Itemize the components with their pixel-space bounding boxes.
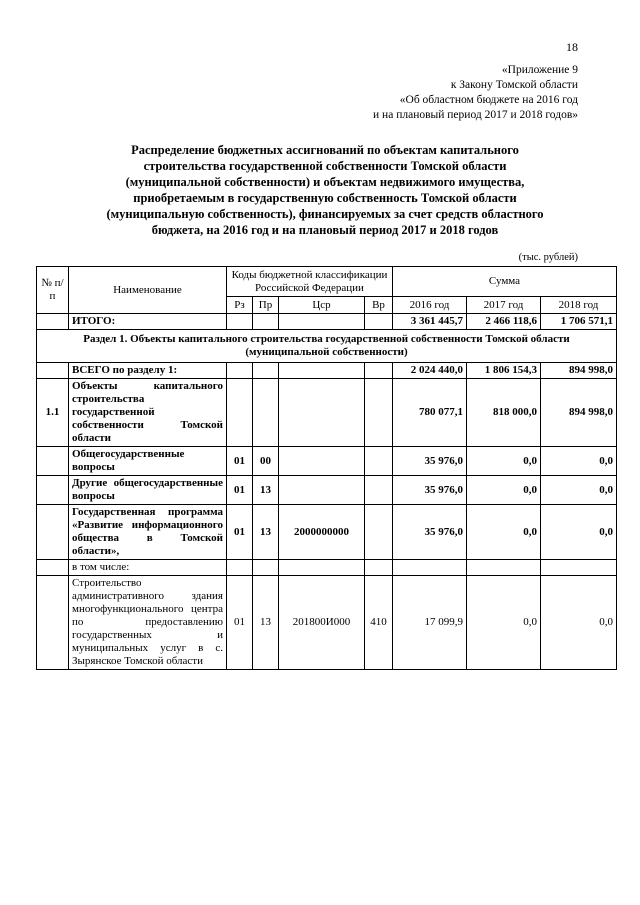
row-rz: 01	[227, 447, 253, 476]
row-2016	[393, 560, 467, 576]
row-name: Объекты капитального строительства государственной собственности Томской области	[69, 379, 227, 447]
row-name: Общегосударственные вопросы	[69, 447, 227, 476]
row-num	[37, 560, 69, 576]
row-2018: 894 998,0	[541, 379, 617, 447]
row-2016: 35 976,0	[393, 505, 467, 560]
row-2017: 0,0	[467, 447, 541, 476]
row-csr	[279, 447, 365, 476]
row-2017	[467, 560, 541, 576]
row-vr	[365, 379, 393, 447]
row-name: Другие общегосударственные вопросы	[69, 476, 227, 505]
title-line: приобретаемым в государственную собственность Томской области	[133, 191, 517, 205]
appendix-line-3: «Об областном бюджете на 2016 год	[399, 94, 578, 106]
row-pr	[253, 379, 279, 447]
row-pr: 13	[253, 476, 279, 505]
table-row	[37, 447, 617, 476]
row-rz	[227, 379, 253, 447]
table-row	[37, 476, 617, 505]
section-total-label: ВСЕГО по разделу 1:	[69, 363, 227, 379]
header-pr: Пр	[253, 297, 279, 314]
row-2018	[541, 560, 617, 576]
row-vr	[365, 505, 393, 560]
row-2017: 0,0	[467, 576, 541, 670]
row-pr	[253, 560, 279, 576]
section-total-2017: 1 806 154,3	[467, 363, 541, 379]
header-codes: Коды бюджетной классификации Российской Федерации	[227, 267, 393, 297]
itogo-2017: 2 466 118,6	[467, 314, 541, 330]
row-2018: 0,0	[541, 447, 617, 476]
row-num	[37, 505, 69, 560]
itogo-2016: 3 361 445,7	[393, 314, 467, 330]
title-line: Распределение бюджетных ассигнований по объектам капитального	[131, 143, 519, 157]
header-2017: 2017 год	[467, 297, 541, 314]
section-title-row	[37, 330, 617, 363]
row-2016: 780 077,1	[393, 379, 467, 447]
row-vr	[365, 476, 393, 505]
title-line: бюджета, на 2016 год и на плановый период 2017 и 2018 годов	[151, 223, 499, 237]
units-label: (тыс. рублей)	[518, 252, 578, 263]
header-name: Наименование	[69, 267, 227, 314]
row-csr	[279, 476, 365, 505]
row-num	[37, 476, 69, 505]
itogo-label: ИТОГО:	[69, 314, 227, 330]
row-2017: 0,0	[467, 505, 541, 560]
row-rz: 01	[227, 576, 253, 670]
row-2018: 0,0	[541, 505, 617, 560]
row-num	[37, 447, 69, 476]
header-row	[37, 267, 617, 297]
row-num: 1.1	[37, 379, 69, 447]
itogo-2018: 1 706 571,1	[541, 314, 617, 330]
row-pr: 13	[253, 576, 279, 670]
row-2017: 818 000,0	[467, 379, 541, 447]
table-row	[37, 576, 617, 670]
header-vr: Вр	[365, 297, 393, 314]
section-total-2018: 894 998,0	[541, 363, 617, 379]
row-vr	[365, 560, 393, 576]
row-num	[37, 576, 69, 670]
appendix-line-2: к Закону Томской области	[450, 79, 578, 91]
header-2018: 2018 год	[541, 297, 617, 314]
header-2016: 2016 год	[393, 297, 467, 314]
table-row	[37, 379, 617, 447]
header-num: № п/п	[37, 267, 69, 314]
row-csr: 201800И000	[279, 576, 365, 670]
row-csr	[279, 560, 365, 576]
itogo-row	[37, 314, 617, 330]
appendix-line-4: и на плановый период 2017 и 2018 годов»	[373, 109, 578, 121]
row-2018: 0,0	[541, 576, 617, 670]
row-2016: 35 976,0	[393, 447, 467, 476]
title-line: строительства государственной собственности Томской области	[143, 159, 507, 173]
row-csr: 2000000000	[279, 505, 365, 560]
header-sum: Сумма	[393, 267, 617, 297]
row-name: Государственная программа «Развитие информационного общества в Томской области»,	[69, 505, 227, 560]
row-pr: 13	[253, 505, 279, 560]
row-2017: 0,0	[467, 476, 541, 505]
budget-table	[36, 266, 617, 670]
appendix-line-1: «Приложение 9	[501, 64, 578, 76]
row-2018: 0,0	[541, 476, 617, 505]
row-csr	[279, 379, 365, 447]
header-csr: Цср	[279, 297, 365, 314]
section-title: Раздел 1. Объекты капитального строительства государственной собственности Томской области (муниципальной собственности)	[37, 330, 617, 363]
row-rz: 01	[227, 476, 253, 505]
title-line: (муниципальную собственность), финансируемых за счет средств областного	[106, 207, 544, 221]
table-row	[37, 560, 617, 576]
appendix-reference	[258, 63, 578, 123]
row-rz	[227, 560, 253, 576]
row-vr: 410	[365, 576, 393, 670]
row-name: Строительство административного здания многофункционального центра по предоставлению государственных и муниципальных услуг в с. Зырянское Томской области	[69, 576, 227, 670]
row-vr	[365, 447, 393, 476]
header-rz: Рз	[227, 297, 253, 314]
row-2016: 17 099,9	[393, 576, 467, 670]
page-number: 18	[566, 40, 578, 54]
row-pr: 00	[253, 447, 279, 476]
document-title	[70, 142, 580, 238]
section-total-2016: 2 024 440,0	[393, 363, 467, 379]
table-row	[37, 505, 617, 560]
row-name: в том числе:	[69, 560, 227, 576]
row-rz: 01	[227, 505, 253, 560]
row-2016: 35 976,0	[393, 476, 467, 505]
title-line: (муниципальной собственности) и объектам недвижимого имущества,	[125, 175, 525, 189]
section-total-row	[37, 363, 617, 379]
